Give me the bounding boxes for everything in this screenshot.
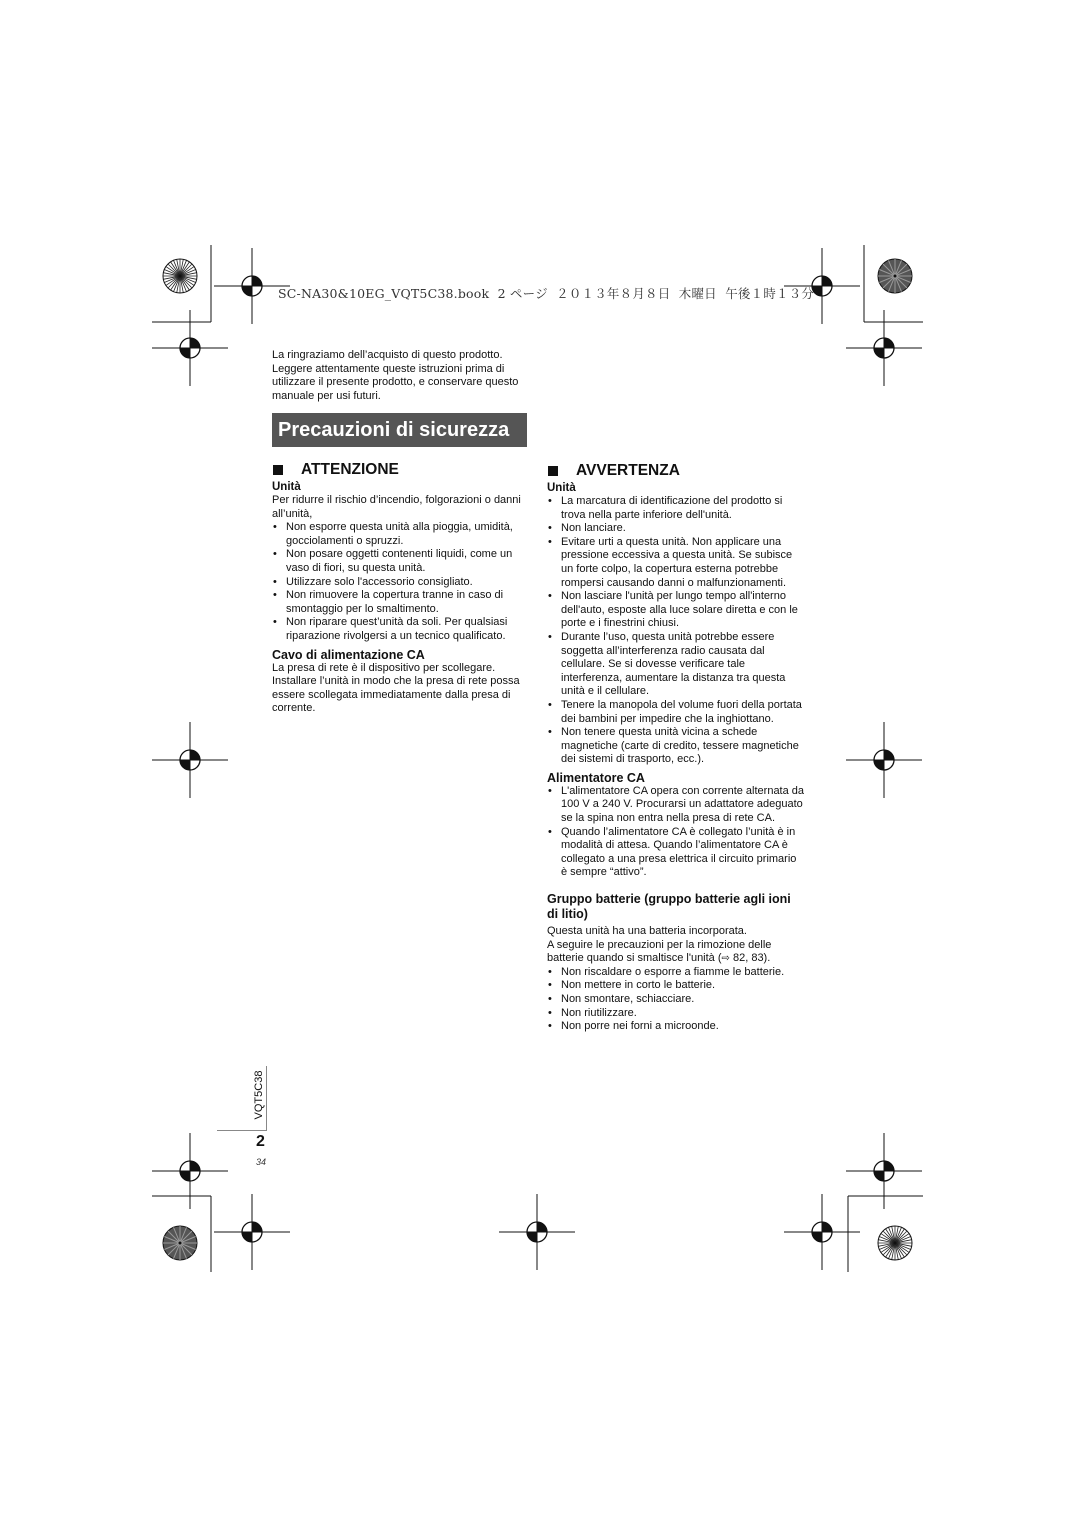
list-item: • Non riscaldare o esporre a fiamme le batterie. — [547, 966, 805, 980]
print-header: SC-NA30&10EG_VQT5C38.book 2 ページ ２０１３年８月８日 木曜日 午後１時１３分 — [278, 286, 815, 301]
list-item: • Durante l’uso, questa unità potrebbe essere soggetta all’interferenza radio causata dal cellulare. Se si dovesse verificare tale interferenza, aumentare la distanza tra questa unità e il cellulare. — [547, 631, 805, 699]
list-item: • Non posare oggetti contenenti liquidi, come un vaso di fiori, su questa unità. — [272, 548, 528, 575]
list-item: • Non lasciare l'unità per lungo tempo all'interno dell'auto, esposte alla luce solare diretta e con le porte e i finestrini chiusi. — [547, 590, 805, 631]
arrow-right-icon: ⇨ — [721, 953, 730, 965]
right-column — [547, 462, 805, 1034]
unit-list — [272, 521, 528, 643]
attenzione-heading: ATTENZIONE — [272, 461, 528, 479]
list-item: • Utilizzare solo l'accessorio consigliato. — [272, 576, 528, 590]
list-item: • Tenere la manopola del volume fuori della portata dei bambini per impedire che la inghiottano. — [547, 699, 805, 726]
page-sub-number: 34 — [256, 1157, 267, 1167]
battery-disposal-line: A seguire le precauzioni per la rimozione delle batterie quando si smaltisce l'unità (⇨ 82, 83). — [547, 938, 772, 965]
unit-subheading: Unità — [272, 481, 301, 493]
avvertenza-heading: AVVERTENZA — [547, 462, 805, 480]
page-number: 2 — [256, 1133, 265, 1150]
divider — [266, 1066, 267, 1130]
model-code: VQT5C38 — [253, 1070, 265, 1120]
cable-text: La presa di rete è il dispositivo per scollegare. Installare l’unità in modo che la presa di rete possa essere scollegata immediatamente dalla presa di corrente. — [272, 661, 520, 715]
list-item: • La marcatura di identificazione del prodotto si trova nella parte inferiore dell'unità. — [547, 495, 805, 522]
list-item: • L'alimentatore CA opera con corrente alternata da 100 V a 240 V. Procurarsi un adattatore adeguato se la spina non entra nella presa di rete CA. — [547, 785, 805, 826]
section-title: Precauzioni di sicurezza — [278, 419, 510, 441]
list-item: • Non esporre questa unità alla pioggia, umidità, gocciolamenti o spruzzi. — [272, 521, 528, 548]
cable-subheading: Cavo di alimentazione CA — [272, 647, 425, 662]
square-bullet-icon — [548, 466, 558, 476]
list-item: • Non tenere questa unità vicina a schede magnetiche (carte di credito, tessere magnetiche dei sistemi di trasporto, ecc.). — [547, 726, 805, 767]
list-item: • Non smontare, schiacciare. — [547, 993, 805, 1007]
list-item: • Evitare urti a questa unità. Non applicare una pressione eccessiva a questa unità. Se subisce un forte colpo, la copertura esterna potrebbe rompersi causando danni o malfunzionamenti. — [547, 536, 805, 590]
unit-subheading: Unità — [547, 482, 576, 494]
list-item: • Non riutilizzare. — [547, 1007, 805, 1021]
left-column — [272, 461, 528, 716]
list-item: • Quando l’alimentatore CA è collegato l’unità è in modalità di attesa. Quando l’alimentatore CA è collegato a una presa elettrica il circuito primario è sempre “attivo”. — [547, 826, 805, 880]
list-item: • Non mettere in corto le batterie. — [547, 979, 805, 993]
list-item: • Non porre nei forni a microonde. — [547, 1020, 805, 1034]
adapter-subheading: Alimentatore CA — [547, 770, 645, 785]
battery-subheading: Gruppo batterie (gruppo batterie agli ioni di litio) — [547, 892, 791, 921]
unit-intro: Per ridurre il rischio d’incendio, folgorazioni o danni all’unità, — [272, 494, 521, 520]
battery-line: Questa unità ha una batteria incorporata. — [547, 925, 747, 938]
battery-list — [547, 966, 805, 1034]
list-item: • Non rimuovere la copertura tranne in caso di smontaggio per lo smaltimento. — [272, 589, 528, 616]
warning-unit-list — [547, 495, 805, 767]
square-bullet-icon — [273, 465, 283, 475]
adapter-list — [547, 785, 805, 880]
section-title-box — [272, 413, 527, 447]
intro-text: La ringraziamo dell’acquisto di questo prodotto. Leggere attentamente queste istruzioni prima di utilizzare il presente prodotto, e conservare questo manuale per usi futuri. — [272, 349, 519, 402]
list-item: • Non lanciare. — [547, 522, 805, 536]
list-item: • Non riparare quest’unità da soli. Per qualsiasi riparazione rivolgersi a un tecnico qualificato. — [272, 616, 528, 643]
divider — [217, 1130, 267, 1131]
